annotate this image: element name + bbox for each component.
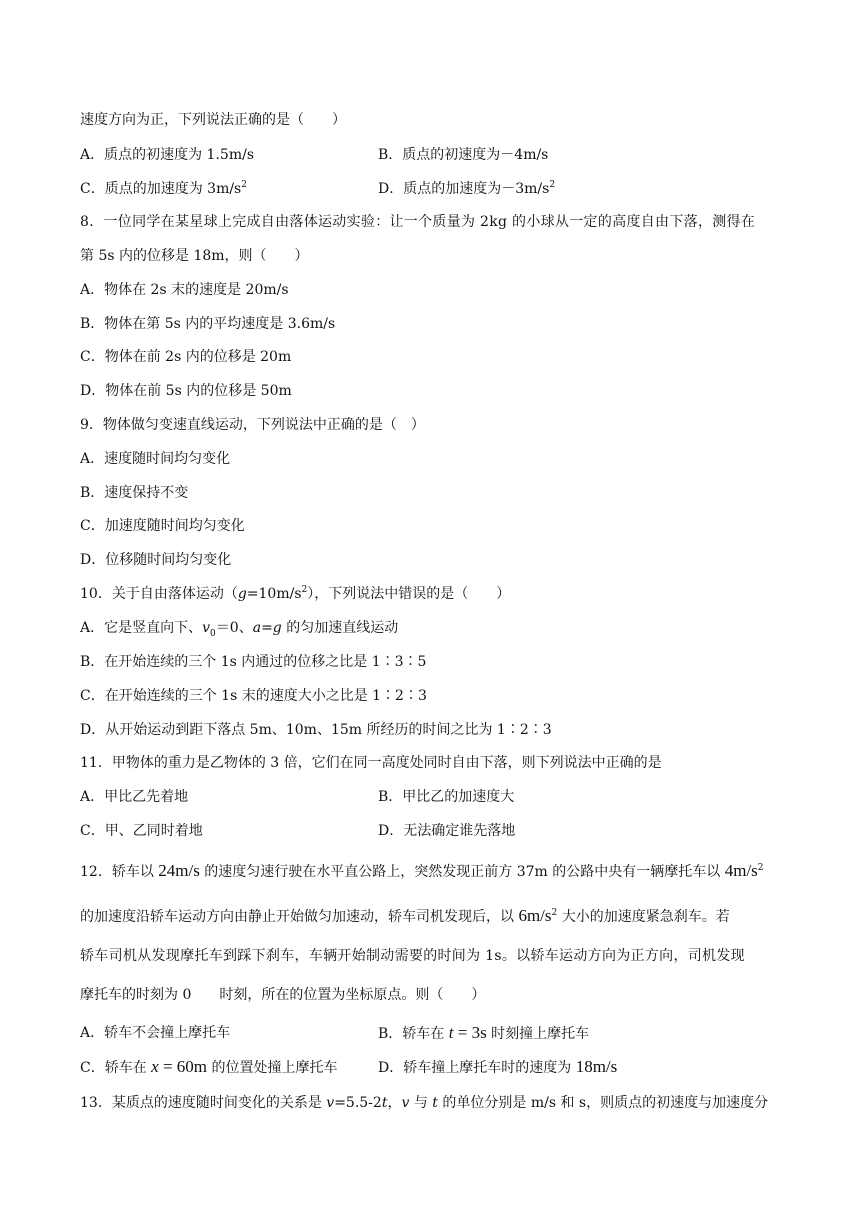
q12-l1-math2: 4m/s xyxy=(724,861,758,880)
q13-t: t xyxy=(381,1095,388,1111)
q10-stem-g: g xyxy=(237,586,247,602)
q13-c: ， xyxy=(387,1095,402,1111)
q12-stem-line4: 摩托车的时刻为 0 时刻，所在的位置为坐标原点。则（ ） xyxy=(80,987,486,1003)
q7-option-d-sup: 2 xyxy=(549,180,556,190)
q7-option-b: B．质点的初速度为－4m/s xyxy=(378,147,549,163)
q12-l2-a: 的加速度沿轿车运动方向由静止开始做匀加速动，轿车司机发现后，以 xyxy=(80,909,519,925)
q13-d: 与 xyxy=(409,1095,433,1111)
q8-option-c: C．物体在前 2s 内的位移是 20m xyxy=(80,349,292,365)
q12-option-b xyxy=(378,1023,589,1044)
q10-stem-sup: 2 xyxy=(301,585,308,595)
q12-stem-line3: 轿车司机从发现摩托车到踩下刹车，车辆开始制动需要的时间为 1s。以轿车运动方向为正方向，司机发现 xyxy=(80,948,745,964)
q10-stem-a: 10．关于自由落体运动（ xyxy=(80,586,238,602)
q10-option-a-sub: 0 xyxy=(210,628,216,639)
q12-option-c-x: x xyxy=(151,1057,159,1076)
q10-stem-b: =10m/s xyxy=(246,586,302,602)
q12-option-b-text1: B．轿车在 xyxy=(378,1026,449,1042)
q11-option-d: D．无法确定谁先落地 xyxy=(378,823,516,839)
q13-v2: v xyxy=(401,1095,410,1111)
q10-stem-c: ），下列说法中错误的是（ ） xyxy=(307,586,511,602)
q13-a: 13．某质点的速度随时间变化的关系是 xyxy=(80,1095,327,1111)
q7-option-a: A．质点的初速度为 1.5m/s xyxy=(80,147,255,163)
q12-l1-a: 12．轿车以 xyxy=(80,864,159,880)
q13-t2: t xyxy=(432,1095,438,1111)
q7-option-c xyxy=(80,179,247,199)
q13-e: 的单位分别是 m/s 和 s，则质点的初速度与加速度分 xyxy=(437,1095,769,1111)
q7-option-c-sup: 2 xyxy=(241,180,247,190)
q10-stem xyxy=(80,584,510,604)
q8-stem-line2: 第 5s 内的位移是 18m，则（ ） xyxy=(80,248,309,264)
q7-option-d-text: D．质点的加速度为－3m/s xyxy=(378,181,550,197)
q12-option-c-text1: C．轿车在 xyxy=(80,1060,152,1076)
q11-option-b: B．甲比乙的加速度大 xyxy=(378,789,515,805)
q8-option-d: D．物体在前 5s 内的位移是 50m xyxy=(80,383,292,399)
q12-option-d-text: D．轿车撞上摩托车时的速度为 xyxy=(378,1060,576,1076)
q7-option-d xyxy=(378,179,555,199)
q12-option-c-math: = 60m xyxy=(158,1057,208,1076)
q10-option-b: B．在开始连续的三个 1s 内通过的位移之比是 1∶3∶5 xyxy=(80,654,427,670)
q7-option-c-text: C．质点的加速度为 3m/s xyxy=(80,181,242,197)
q12-option-a: A．轿车不会撞上摩托车 xyxy=(80,1025,231,1041)
q11-stem: 11．甲物体的重力是乙物体的 3 倍，它们在同一高度处同时自由下落，则下列说法中正确的是 xyxy=(80,755,662,771)
q8-stem-line1: 8．一位同学在某星球上完成自由落体运动实验：让一个质量为 2kg 的小球从一定的高度自由下落，测得在 xyxy=(80,214,756,230)
q12-option-b-t: t xyxy=(448,1023,454,1042)
q12-option-b-text2: 时刻撞上摩托车 xyxy=(486,1026,590,1042)
q9-option-b: B．速度保持不变 xyxy=(80,485,189,501)
q12-option-b-math: = 3s xyxy=(453,1023,487,1042)
q10-option-a xyxy=(80,618,398,638)
q12-option-d-math: 18m/s xyxy=(575,1057,618,1076)
q9-option-d: D．位移随时间均匀变化 xyxy=(80,552,232,568)
q12-l1-sup: 2 xyxy=(757,863,764,873)
q10-option-a-text2: ＝0、 xyxy=(215,620,253,636)
q12-option-c xyxy=(80,1057,337,1078)
q12-stem-line2 xyxy=(80,906,730,927)
q12-stem-line1 xyxy=(80,861,764,882)
q11-option-a: A．甲比乙先着地 xyxy=(80,789,189,805)
q11-option-c: C．甲、乙同时着地 xyxy=(80,823,203,839)
q10-option-a-text3: 的匀加速直线运动 xyxy=(281,620,399,636)
q12-l2-math: 6m/s xyxy=(518,906,552,925)
q12-l2-b: 大小的加速度紧急刹车。若 xyxy=(557,909,730,925)
q8-option-b: B．物体在第 5s 内的平均速度是 3.6m/s xyxy=(80,316,336,332)
q10-option-c: C．在开始连续的三个 1s 末的速度大小之比是 1∶2∶3 xyxy=(80,688,427,704)
q10-option-a-text1: A．它是竖直向下、 xyxy=(80,620,203,636)
q13-stem xyxy=(80,1093,768,1113)
q9-option-c: C．加速度随时间均匀变化 xyxy=(80,518,245,534)
q10-option-a-eq: = xyxy=(261,620,273,636)
q12-l1-b: 的速度匀速行驶在水平直公路上，突然发现正前方 37m 的公路中央有一辆摩托车以 xyxy=(199,864,725,880)
q9-stem: 9．物体做匀变速直线运动，下列说法中正确的是（ ） xyxy=(80,417,425,433)
q10-option-a-v: v xyxy=(202,620,211,636)
q13-v: v xyxy=(326,1095,335,1111)
q8-option-a: A．物体在 2s 末的速度是 20m/s xyxy=(80,282,289,298)
q12-l1-math1: 24m/s xyxy=(158,861,200,880)
q9-option-a: A．速度随时间均匀变化 xyxy=(80,451,231,467)
q10-option-d: D．从开始运动到距下落点 5m、10m、15m 所经历的时间之比为 1∶2∶3 xyxy=(80,722,552,738)
q10-option-a-g: g xyxy=(272,620,282,636)
q10-option-a-a: a xyxy=(252,620,262,636)
q13-b: =5.5-2 xyxy=(334,1095,382,1111)
q12-option-c-text2: 的位置处撞上摩托车 xyxy=(207,1060,338,1076)
q12-l2-sup: 2 xyxy=(551,908,558,918)
q12-option-d xyxy=(378,1057,617,1078)
q7-stem-tail: 速度方向为正，下列说法正确的是（ ） xyxy=(80,112,346,128)
